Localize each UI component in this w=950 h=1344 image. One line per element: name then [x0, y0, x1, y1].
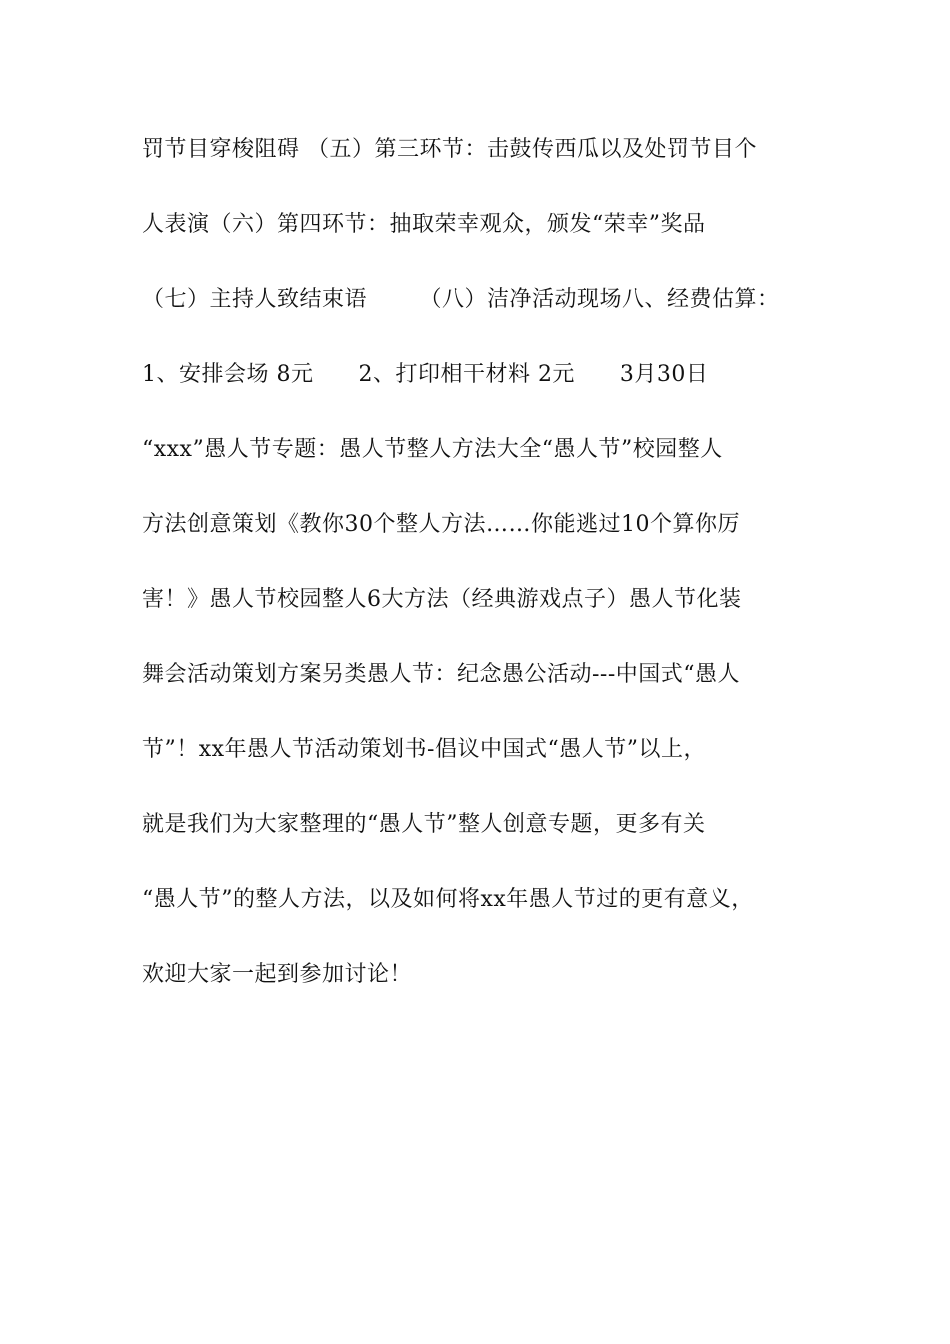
paragraph-line: 欢迎大家一起到参加讨论！: [142, 962, 413, 987]
paragraph-line: “xxx”愚人节专题：愚人节整人方法大全“愚人节”校园整人: [142, 437, 723, 462]
paragraph-line: “愚人节”的整人方法，以及如何将xx年愚人节过的更有意义，: [142, 887, 754, 912]
paragraph-line: 1、安排会场 8元 2、打印相干材料 2元 3月30日: [142, 362, 709, 387]
paragraph-line: 节”！xx年愚人节活动策划书-倡议中国式“愚人节”以上，: [142, 737, 706, 762]
paragraph-line: （七）主持人致结束语 （八）洁净活动现场八、经费估算：: [142, 287, 780, 312]
paragraph-line: 舞会活动策划方案另类愚人节：纪念愚公活动---中国式“愚人: [142, 662, 741, 687]
paragraph-line: 人表演（六）第四环节：抽取荣幸观众，颁发“荣幸”奖品: [142, 212, 706, 237]
paragraph-line: 罚节目穿梭阻碍 （五）第三环节：击鼓传西瓜以及处罚节目个: [142, 137, 757, 162]
paragraph-line: 害！》愚人节校园整人6大方法（经典游戏点子）愚人节化装: [142, 587, 742, 612]
paragraph-line: 方法创意策划《教你30个整人方法……你能逃过10个算你厉: [142, 512, 740, 537]
paragraph-line: 就是我们为大家整理的“愚人节”整人创意专题，更多有关: [142, 812, 706, 837]
